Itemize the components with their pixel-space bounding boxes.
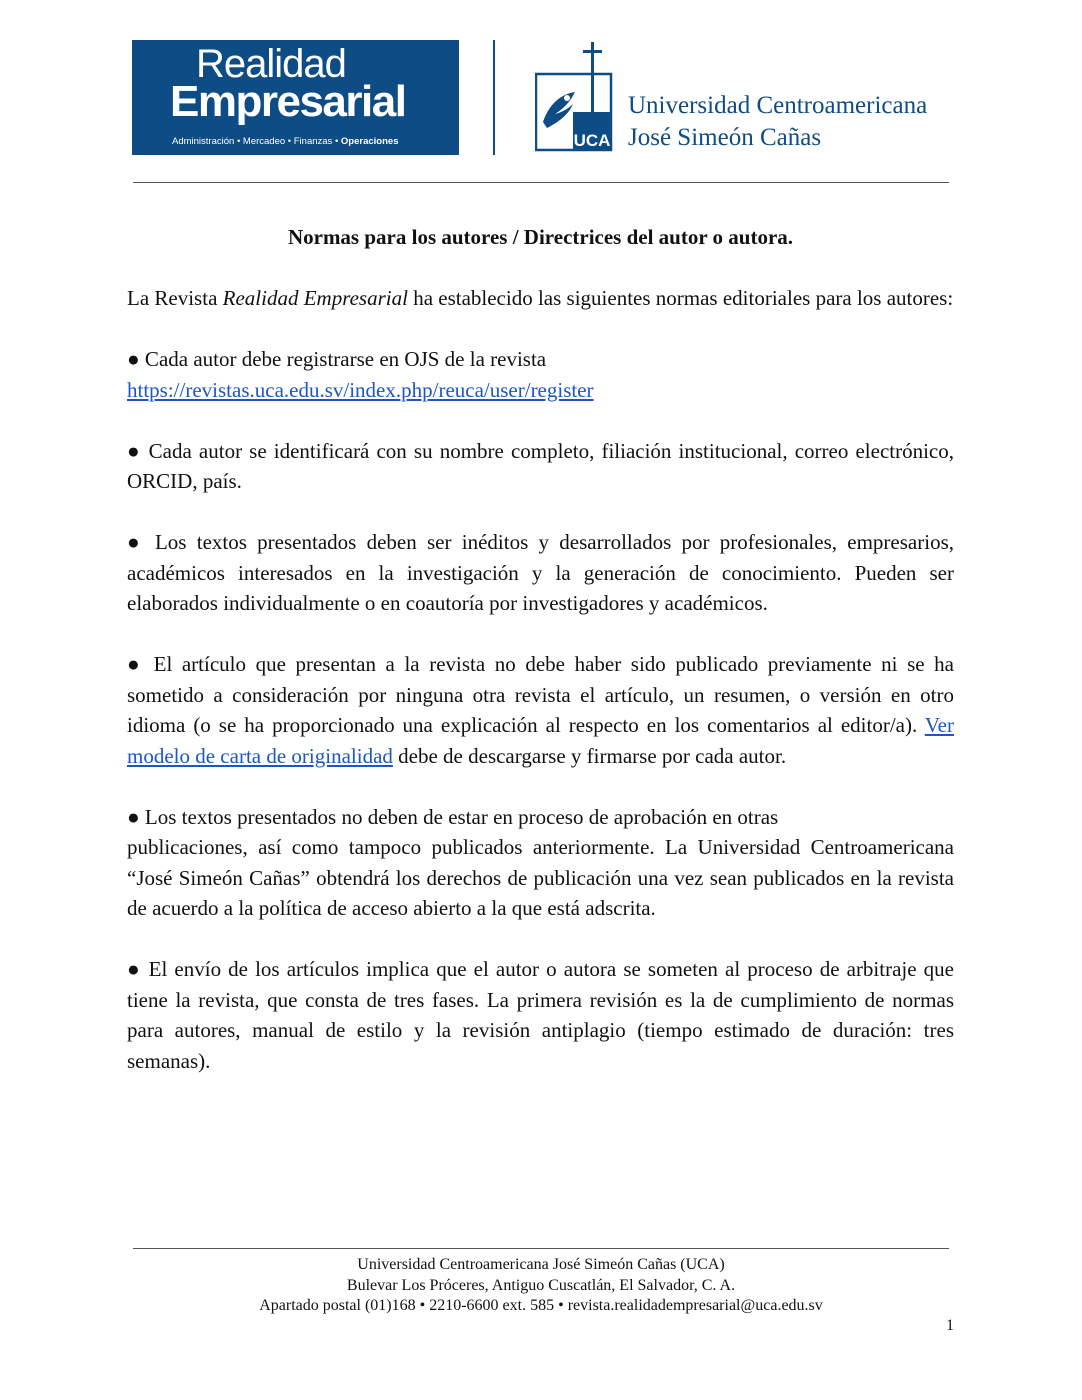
page-number: 1 bbox=[946, 1317, 954, 1334]
footer-rule bbox=[133, 1248, 949, 1249]
bullet-approval-first-line: ● Los textos presentados no deben de estar en proceso de aprobación en otras bbox=[127, 804, 779, 829]
intro-paragraph bbox=[127, 283, 954, 314]
document-body bbox=[127, 222, 954, 1076]
originality-letter-link[interactable]: Ver modelo de carta de originalidad bbox=[127, 713, 954, 768]
uca-emblem-letters: UCA bbox=[573, 131, 611, 150]
header-divider bbox=[493, 40, 495, 155]
document-title: Normas para los autores / Directrices del autor o autora. bbox=[287, 225, 794, 249]
page-header bbox=[132, 40, 950, 156]
university-name bbox=[628, 90, 927, 154]
page-footer bbox=[133, 1255, 949, 1317]
journal-name: Realidad Empresarial bbox=[222, 286, 408, 310]
bullet-approval-rest: publicaciones, así como tampoco publicados anteriormente. La Universidad Centroamericana “José Simeón Cañas” obtendrá los derechos de publicación una vez sean publicados en la revista de acuerdo a la política de acceso abierto a la que está adscrita. bbox=[127, 835, 954, 920]
bullet-approval-process bbox=[127, 802, 954, 924]
logo-subtitle-bold: Operaciones bbox=[340, 136, 399, 147]
bullet-arbitration: ● El envío de los artículos implica que el autor o autora se someten al proceso de arbitraje que tiene la revista, que consta de tres fases. La primera revisión es la de cumplimiento de normas para autores, manual de estilo y la revisión antiplagio (tiempo estimado de duración: tres semanas). bbox=[127, 957, 954, 1073]
uca-cross-bird-icon bbox=[535, 42, 615, 152]
footer-line1: Universidad Centroamericana José Simeón Cañas (UCA) bbox=[357, 1256, 725, 1273]
intro-text-end: ha establecido las siguientes normas editoriales para los autores: bbox=[407, 286, 954, 310]
header-rule bbox=[133, 182, 949, 183]
university-name-line1: Universidad Centroamericana bbox=[628, 92, 928, 119]
logo-subtitle-areas: Administración • Mercadeo • Finanzas • bbox=[172, 136, 341, 147]
bullet-unpublished-texts: ● Los textos presentados deben ser inéditos y desarrollados por profesionales, empresarios, académicos interesados en la investigación y la generación de conocimiento. Pueden ser elaborados individualmente o en coautoría por investigadores y académicos. bbox=[127, 530, 954, 615]
bullet-originality-text-end: debe de descargarse y firmarse por cada autor. bbox=[392, 743, 787, 768]
bullet-originality-text-start: ● El artículo que presentan a la revista no debe haber sido publicado previamente ni se ha sometido a consideración por ninguna otra revista el artículo, un resumen, o versión en otro idioma (o se ha proporcionado una explicación al respecto en los comentarios al editor/a). bbox=[127, 652, 954, 737]
bullet-register-text: ● Cada autor debe registrarse en OJS de la revista bbox=[127, 347, 547, 371]
logo-line1: Realidad bbox=[196, 42, 346, 86]
university-name-line2: José Simeón Cañas bbox=[628, 124, 822, 151]
realidad-empresarial-logo bbox=[132, 40, 459, 155]
intro-text-start: La Revista bbox=[127, 286, 223, 310]
bullet-originality bbox=[127, 649, 954, 771]
footer-line2: Bulevar Los Próceres, Antiguo Cuscatlán, El Salvador, C. A. bbox=[346, 1276, 736, 1294]
bullet-identification: ● Cada autor se identificará con su nombre completo, filiación institucional, correo electrónico, ORCID, país. bbox=[127, 438, 954, 493]
footer-line3: Apartado postal (01)168 • 2210-6600 ext. 585 • revista.realidadempresarial@uca.edu.sv bbox=[259, 1297, 823, 1314]
logo-subtitle bbox=[172, 136, 398, 148]
bullet-register bbox=[127, 344, 954, 405]
logo-line2: Empresarial bbox=[170, 77, 406, 126]
register-link[interactable]: https://revistas.uca.edu.sv/index.php/reuca/user/register bbox=[127, 377, 594, 402]
